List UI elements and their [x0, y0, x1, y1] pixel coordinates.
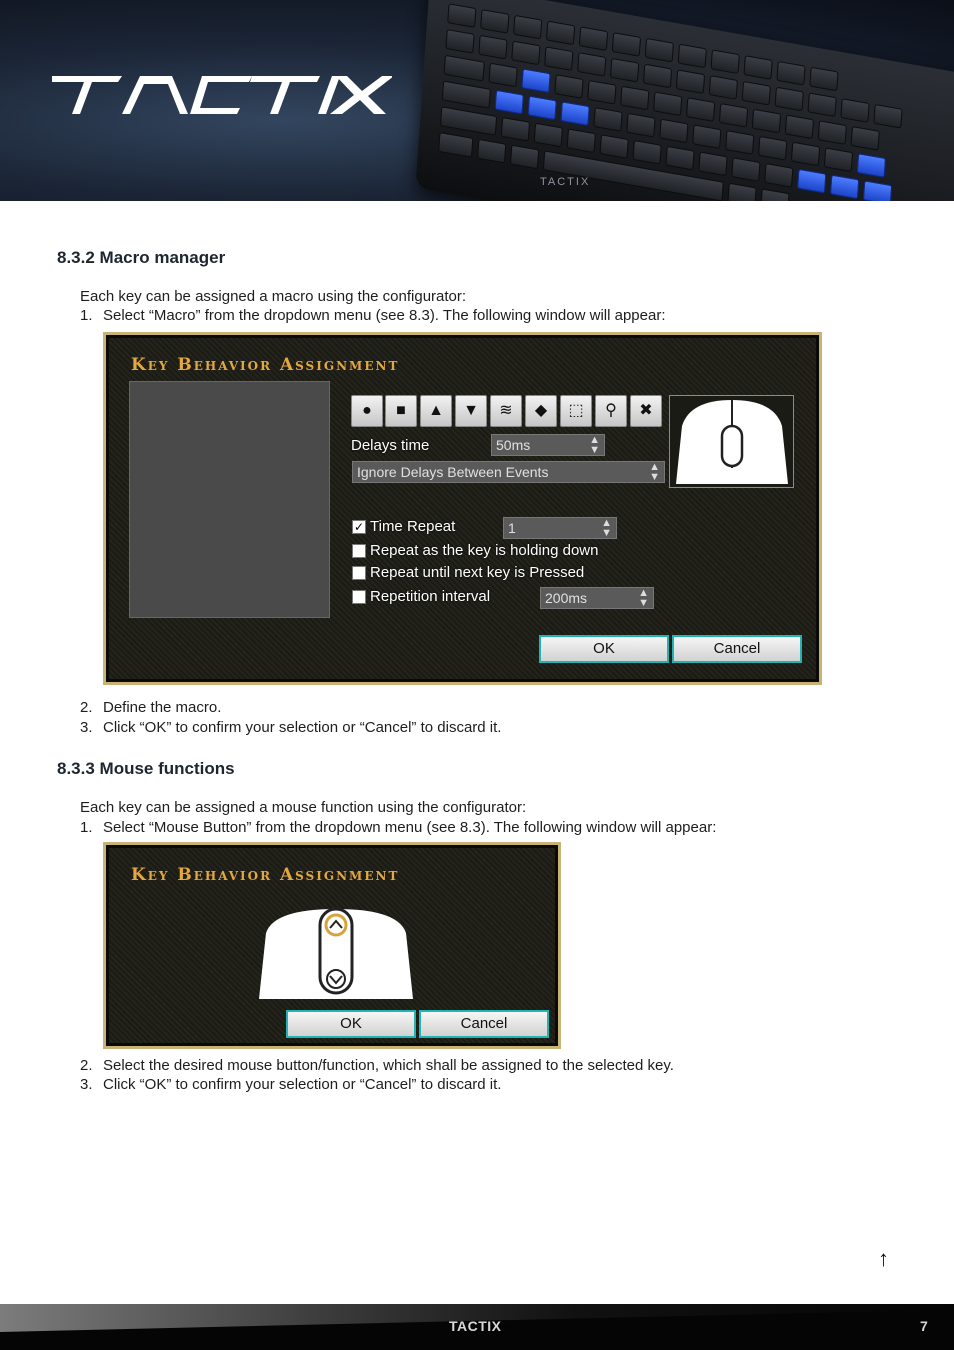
macro-dialog-screenshot: [103, 332, 822, 685]
delays-time-value: 50ms: [496, 437, 531, 453]
mouse-preview: [669, 395, 794, 488]
mouse-intro: Each key can be assigned a mouse function using the configurator:: [80, 799, 527, 816]
keyboard-brand: TACTIX: [540, 176, 591, 188]
delete-icon[interactable]: ✖: [630, 395, 662, 427]
mouse-icon: [670, 396, 793, 487]
footer-brand: TACTIX: [449, 1318, 502, 1334]
delays-time-label: Delays time: [351, 437, 430, 454]
ok-button[interactable]: OK: [539, 635, 669, 663]
delay-mode-value: Ignore Delays Between Events: [357, 464, 549, 480]
cancel-button[interactable]: Cancel: [672, 635, 802, 663]
scroll-down-icon: [327, 970, 345, 988]
repetition-interval-label: Repetition interval: [370, 588, 491, 605]
mouse-step-1: [80, 819, 716, 836]
dialog-title: Key Behavior Assignment: [131, 355, 400, 375]
header-banner: [0, 0, 954, 201]
repetition-interval-checkbox[interactable]: [352, 590, 366, 604]
insert-icon[interactable]: ◆: [525, 395, 557, 427]
back-to-top-icon[interactable]: ↑: [878, 1246, 889, 1271]
stop-icon[interactable]: ■: [385, 395, 417, 427]
spinner-icon: ▲ ▼: [601, 517, 612, 539]
scroll-up-icon: [326, 915, 346, 935]
repeat-holding-label: Repeat as the key is holding down: [370, 542, 599, 559]
step-text: Select “Macro” from the dropdown menu (see 8.3). The following window will appear:: [103, 307, 666, 324]
repeat-holding-checkbox[interactable]: [352, 544, 366, 558]
step-number: 2.: [80, 699, 93, 716]
time-repeat-value: 1: [508, 520, 516, 536]
macro-step-2: [80, 699, 221, 716]
macro-event-list[interactable]: [129, 381, 330, 618]
zoom-icon[interactable]: ⚲: [595, 395, 627, 427]
repetition-interval-select[interactable]: [540, 587, 654, 609]
macro-step-3: [80, 719, 501, 736]
footer: [0, 1304, 954, 1350]
step-text: Define the macro.: [103, 699, 222, 716]
delays-time-select[interactable]: [491, 434, 605, 456]
time-repeat-label: Time Repeat: [370, 518, 456, 535]
step-number: 3.: [80, 719, 93, 736]
step-number: 1.: [80, 819, 93, 836]
spinner-icon: ▲ ▼: [638, 587, 649, 609]
mouse-step-3: [80, 1076, 501, 1093]
mouse-icon[interactable]: [256, 903, 416, 1001]
step-number: 2.: [80, 1057, 93, 1074]
mouse-dialog-screenshot: [103, 842, 561, 1049]
ok-button[interactable]: OK: [286, 1010, 416, 1038]
step-text: Click “OK” to confirm your selection or “Cancel” to discard it.: [103, 1076, 502, 1093]
move-up-icon[interactable]: ▲: [420, 395, 452, 427]
layers-icon[interactable]: ≋: [490, 395, 522, 427]
time-repeat-checkbox[interactable]: ✓: [353, 520, 365, 534]
move-down-icon[interactable]: ▼: [455, 395, 487, 427]
step-text: Select “Mouse Button” from the dropdown menu (see 8.3). The following window will appear:: [103, 819, 717, 836]
section-heading-macro: 8.3.2 Macro manager: [57, 248, 226, 267]
cancel-button[interactable]: Cancel: [419, 1010, 549, 1038]
repeat-until-checkbox[interactable]: [352, 566, 366, 580]
step-text: Click “OK” to confirm your selection or “Cancel” to discard it.: [103, 719, 502, 736]
record-icon[interactable]: ●: [351, 395, 383, 427]
select-icon[interactable]: ⬚: [560, 395, 592, 427]
page-number: 7: [920, 1318, 928, 1334]
macro-intro: Each key can be assigned a macro using the configurator:: [80, 288, 467, 305]
mouse-step-2: [80, 1057, 674, 1074]
spinner-icon: ▲ ▼: [649, 461, 660, 483]
spinner-icon: ▲ ▼: [589, 434, 600, 456]
section-heading-mouse: 8.3.3 Mouse functions: [57, 759, 235, 778]
keyboard-image: [415, 0, 954, 201]
tactix-logo: [52, 76, 392, 116]
dialog-title: Key Behavior Assignment: [131, 865, 400, 885]
step-text: Select the desired mouse button/function, which shall be assigned to the selected key.: [103, 1057, 674, 1074]
time-repeat-select[interactable]: [503, 517, 617, 539]
macro-step-1: [80, 307, 666, 324]
step-number: 1.: [80, 307, 93, 324]
repeat-until-label: Repeat until next key is Pressed: [370, 564, 585, 581]
step-number: 3.: [80, 1076, 93, 1093]
delay-mode-select[interactable]: [352, 461, 665, 483]
repetition-interval-value: 200ms: [545, 590, 588, 606]
